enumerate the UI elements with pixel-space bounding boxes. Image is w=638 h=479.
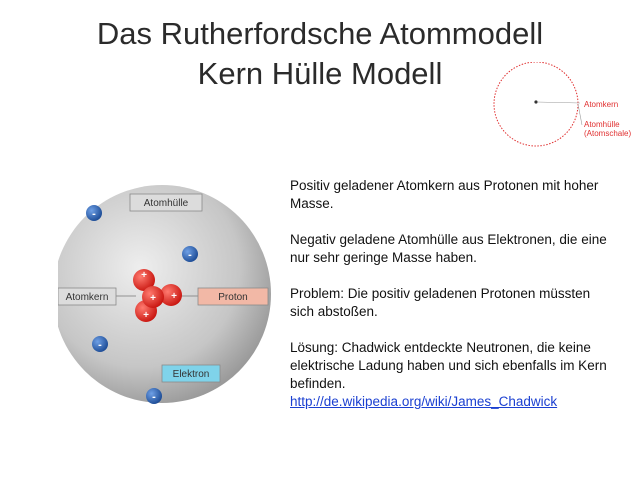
atom-illustration	[58, 168, 278, 418]
electron-4	[146, 388, 162, 404]
proton-sign: +	[141, 270, 147, 281]
electron-sign: -	[98, 339, 102, 351]
slide-body-text	[290, 177, 610, 411]
proton-sign: +	[150, 293, 156, 304]
solution-text: Lösung: Chadwick entdeckte Neutronen, die keine elektrische Ladung haben und sich ebenfalls im Kern befinden.	[290, 340, 607, 391]
small-atom-sketch	[490, 62, 638, 162]
electron-sign: -	[92, 208, 96, 220]
proton-sign: +	[143, 310, 149, 321]
shell-label-line1: Atomhülle	[584, 120, 620, 129]
shell-circle	[494, 62, 578, 146]
shell-label: Atomhülle	[143, 198, 189, 209]
shell-label-line2: (Atomschale)	[584, 129, 632, 138]
nucleus-label: Atomkern	[65, 292, 109, 303]
shell-pointer	[578, 104, 582, 125]
electron-2	[182, 246, 198, 262]
nucleus-label: Atomkern	[584, 100, 619, 109]
electron-sign: -	[152, 391, 156, 403]
title-line-2: Kern Hülle Modell	[197, 56, 443, 91]
title-line-1: Das Rutherfordsche Atommodell	[96, 16, 544, 51]
electron-3	[92, 336, 108, 352]
paragraph-solution	[290, 339, 610, 411]
paragraph-problem: Problem: Die positiv geladenen Protonen müssten sich abstoßen.	[290, 286, 591, 319]
electron-1	[86, 205, 102, 221]
electron-label: Elektron	[172, 369, 210, 380]
wikipedia-link[interactable]: http://de.wikipedia.org/wiki/James_Chadwick	[290, 394, 558, 409]
electron-sign: -	[188, 249, 192, 261]
proton-label: Proton	[218, 292, 248, 303]
paragraph-nucleus: Positiv geladener Atomkern aus Protonen mit hoher Masse.	[290, 178, 599, 211]
paragraph-shell: Negativ geladene Atomhülle aus Elektronen, die eine nur sehr geringe Masse haben.	[290, 232, 607, 265]
proton-4	[142, 286, 164, 308]
proton-sign: +	[171, 291, 177, 302]
